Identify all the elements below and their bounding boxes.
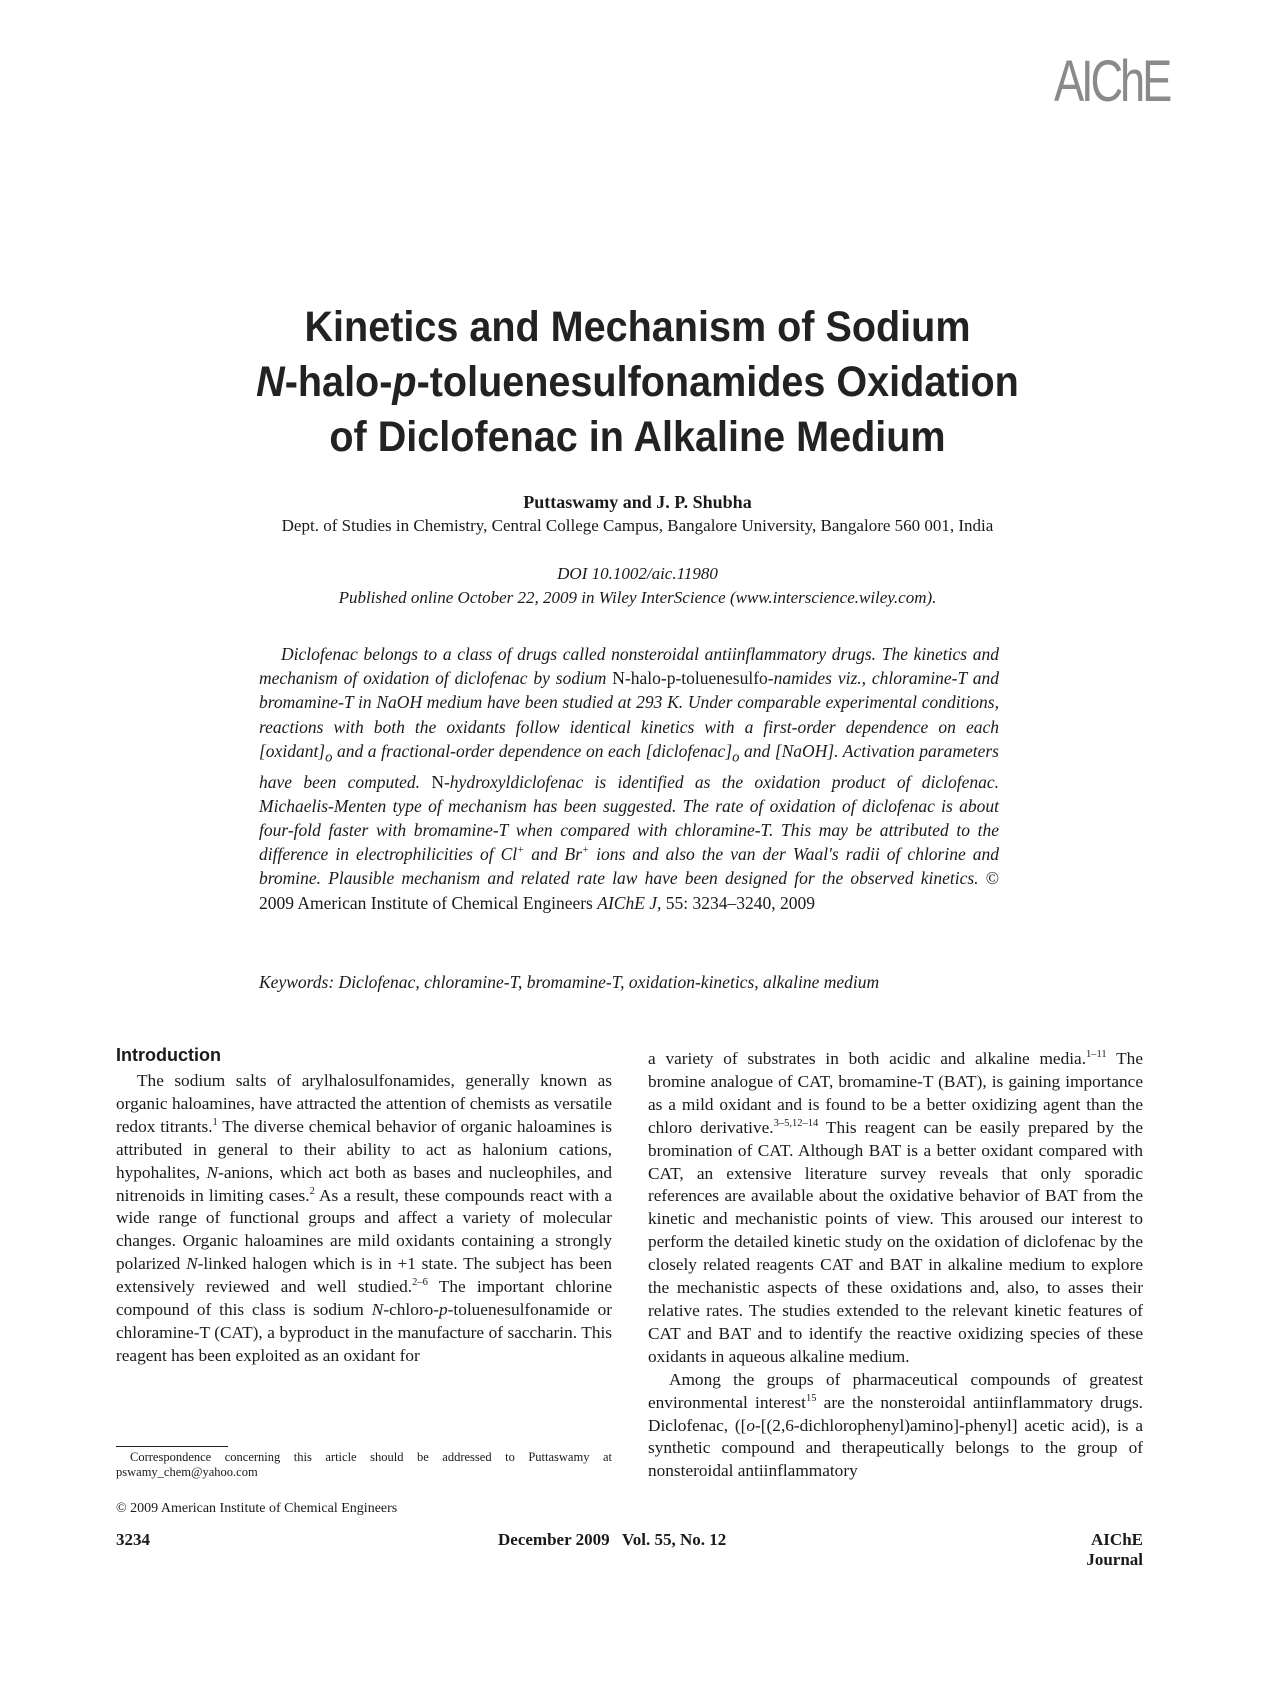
correspondence-footnote: Correspondence concerning this article should be addressed to Puttaswamy at pswamy_chem@yahoo.com bbox=[116, 1450, 612, 1479]
intro-paragraph-1-continued: a variety of substrates in both acidic and alkaline media.$^{1-11}$ The bromine analogue of CAT, bromamine-T (BAT), is gaining importance as a mild oxidant and is found to be a better oxidizing agent than the chloro derivative.$^{3-5,12-14}$ This reagent can be easily prepared by the bromination of CAT. Although BAT is a better oxidant compared with CAT, an extensive literature survey reveals that only sporadic references are available about the oxidative behavior of BAT from the kinetic and mechanistic points of view. This aroused our interest to perform the detailed kinetic study on the oxidation of diclofenac by the closely related reagents CAT and BAT in alkaline medium to explore the mechanistic aspects of these oxidations and, also, to asses their relative rates. The studies extended to the relevant kinetic features of CAT and BAT and to identify the reactive oxidizing species of these oxidants in aqueous alkaline medium. bbox=[648, 1049, 1143, 1366]
page-number: 3234 bbox=[116, 1530, 150, 1549]
right-column bbox=[648, 1048, 1143, 1483]
citation: 15 bbox=[805, 1392, 817, 1404]
abstract: Diclofenac belongs to a class of drugs called nonsteroidal antiinflammatory drugs. The kinetics and mechanism of oxidation of diclofenac by sodium N-halo-p-toluenesulfo-namides viz., chloramine-T and bromamine-T in NaOH medium have been studied at 293 K. Under comparable experimental conditions, reactions with both the oxidants follow identical kinetics with a first-order dependence on each $[oxidant]_o$ and a fractional-order dependence on each $[diclofenac]_o$ and [NaOH]. Activation parameters have been computed. N-hydroxyldiclofenac is identified as the oxidation product of diclofenac. Michaelis-Menten type of mechanism has been suggested. The rate of oxidation of diclofenac is about four-fold faster with bromamine-T when compared with chloramine-T. This may be attributed to the difference in electrophilicities of Cl+ and Br+ ions and also the van der Waal's radii of chlorine and bromine. Plausible mechanism and related rate law have been designed for the observed kinetics. © 2009 American Institute of Chemical Engineers AIChE J, 55: 3234–3240, 2009 bbox=[259, 644, 1000, 913]
aiche-logo: AIChE bbox=[1054, 49, 1170, 114]
issue-info: December 2009 Vol. 55, No. 12 bbox=[498, 1530, 727, 1549]
intro-paragraph-2: Among the groups of pharmaceutical compounds of greatest environmental interest$^{15}$ are the nonsteroidal antiinflammatory drugs. Diclofenac, ([o-[(2,6-dichlorophenyl)amino]-phenyl] acetic acid), is a synthetic compound and therapeutically belongs to the group of nonsteroidal antiinflammatory bbox=[648, 1369, 1144, 1481]
published-online: Published online October 22, 2009 in Wiley InterScience (www.interscience.wiley.com). bbox=[338, 588, 937, 607]
copyright-notice: © 2009 American Institute of Chemical Engineers bbox=[116, 1501, 398, 1516]
journal-name: AIChE Journal bbox=[1086, 1530, 1143, 1569]
section-heading-introduction: Introduction bbox=[116, 1045, 221, 1065]
citation: 1–11 bbox=[1086, 1049, 1107, 1060]
keywords: Keywords: Diclofenac, chloramine-T, bromamine-T, oxidation-kinetics, alkaline medium bbox=[259, 972, 880, 992]
citation: 1 bbox=[212, 1116, 218, 1128]
affiliation: Dept. of Studies in Chemistry, Central College Campus, Bangalore University, Bangalore 560 001, India bbox=[281, 516, 994, 535]
citation: 2 bbox=[309, 1185, 315, 1197]
citation: 2–6 bbox=[412, 1277, 428, 1289]
doi: DOI 10.1002/aic.11980 bbox=[557, 564, 718, 583]
article-title bbox=[189, 300, 1086, 465]
citation: 3–5,12–14 bbox=[773, 1117, 819, 1129]
authors: Puttaswamy and J. P. Shubha bbox=[523, 492, 752, 512]
intro-paragraph-1: The sodium salts of arylhalosulfonamides, generally known as organic haloamines, have attracted the attention of chemists as versatile redox titrants.$^1$ The diverse chemical behavior of organic haloamines is attributed in general to their ability to act as halonium cations, hypohalites, N-anions, which act both as bases and nucleophiles, and nitrenoids in limiting cases.$^2$ As a result, these compounds react with a wide range of functional groups and affect a variety of molecular changes. Organic haloamines are mild oxidants containing a strongly polarized N-linked halogen which is in +1 state. The subject has been extensively reviewed and well studied.$^{2-6}$ The important chlorine compound of this class is sodium N-chloro-p-toluenesulfonamide or chloramine-T (CAT), a byproduct in the manufacture of saccharin. This reagent has been exploited as an oxidant for bbox=[116, 1071, 612, 1365]
title-line-3: of Diclofenac in Alkaline Medium bbox=[329, 413, 946, 461]
title-line-1: Kinetics and Mechanism of Sodium bbox=[304, 303, 971, 351]
left-column bbox=[116, 1070, 612, 1368]
footnote-rule bbox=[116, 1446, 228, 1447]
title-line-2: N-halo-p-toluenesulfonamides Oxidation bbox=[256, 358, 1019, 406]
